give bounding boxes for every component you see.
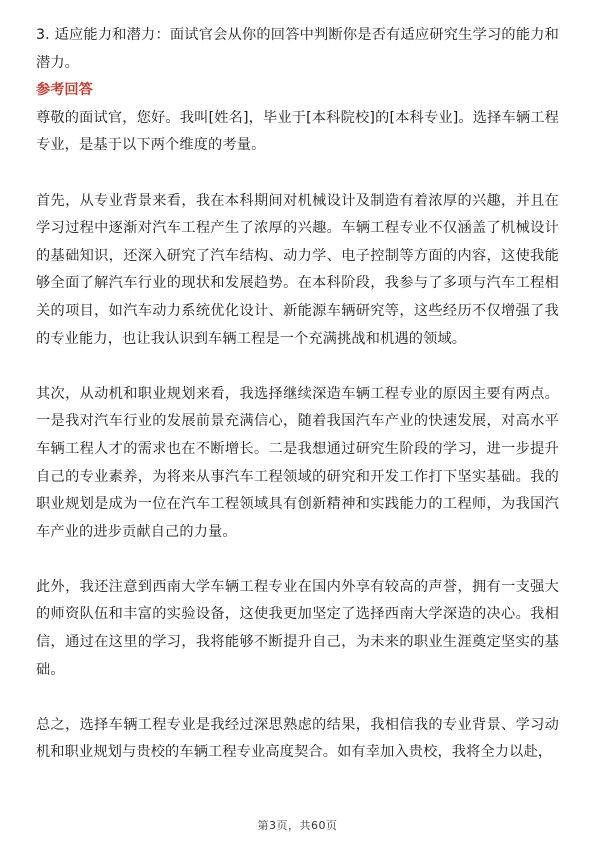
page-number-footer: 第3页，共60页 [257, 819, 338, 832]
paragraph-university: 此外，我还注意到西南大学车辆工程专业在国内外享有较高的声誉，拥有一支强大的师资队伍和丰富的实验设备，这使我更加坚定了选择西南大学深造的决心。我相信，通过在这里的学习，我将能够不断提升自己，为未来的职业生涯奠定坚实的基础。 [36, 578, 559, 678]
paragraph-background: 首先，从专业背景来看，我在本科期间对机械设计及制造有着浓厚的兴趣，并且在学习过程中逐渐对汽车工程产生了浓厚的兴趣。车辆工程专业不仅涵盖了机械设计的基础知识，还深入研究了汽车结构、动力学、电子控制等方面的内容，这使我能够全面了解汽车行业的现状和发展趋势。在本科阶段，我参与了多项与汽车工程相关的项目，如汽车动力系统优化设计、新能源车辆研究等，这些经历不仅增强了我的专业能力，也让我认识到车辆工程是一个充满挑战和机遇的领域。 [36, 192, 559, 347]
paragraph-spacer [36, 353, 559, 381]
document-body [36, 22, 559, 767]
paragraph-intro: 尊敬的面试官，您好。我叫[姓名]，毕业于[本科院校]的[本科专业]。选择车辆工程专业，是基于以下两个维度的考量。 [36, 109, 559, 154]
point-heading: 3. 适应能力和潜力：面试官会从你的回答中判断你是否有适应研究生学习的能力和潜力。 [36, 27, 559, 71]
paragraph-spacer [36, 684, 559, 712]
paragraph-spacer [36, 160, 559, 188]
answer-label: 参考回答 [36, 82, 93, 99]
paragraph-motivation: 其次，从动机和职业规划来看，我选择继续深造车辆工程专业的原因主要有两点。一是我对汽车行业的发展前景充满信心，随着我国汽车产业的快速发展，对高水平车辆工程人才的需求也在不断增长。二是我想通过研究生阶段的学习，进一步提升自己的专业素养，为将来从事汽车工程领域的研究和开发工作打下坚实基础。我的职业规划是成为一位在汽车工程领域具有创新精神和实践能力的工程师，为我国汽车产业的进步贡献自己的力量。 [36, 385, 559, 540]
paragraph-conclusion: 总之，选择车辆工程专业是我经过深思熟虑的结果，我相信我的专业背景、学习动机和职业规划与贵校的车辆工程专业高度契合。如有幸加入贵校，我将全力以赴， [36, 716, 559, 761]
paragraph-spacer [36, 546, 559, 574]
